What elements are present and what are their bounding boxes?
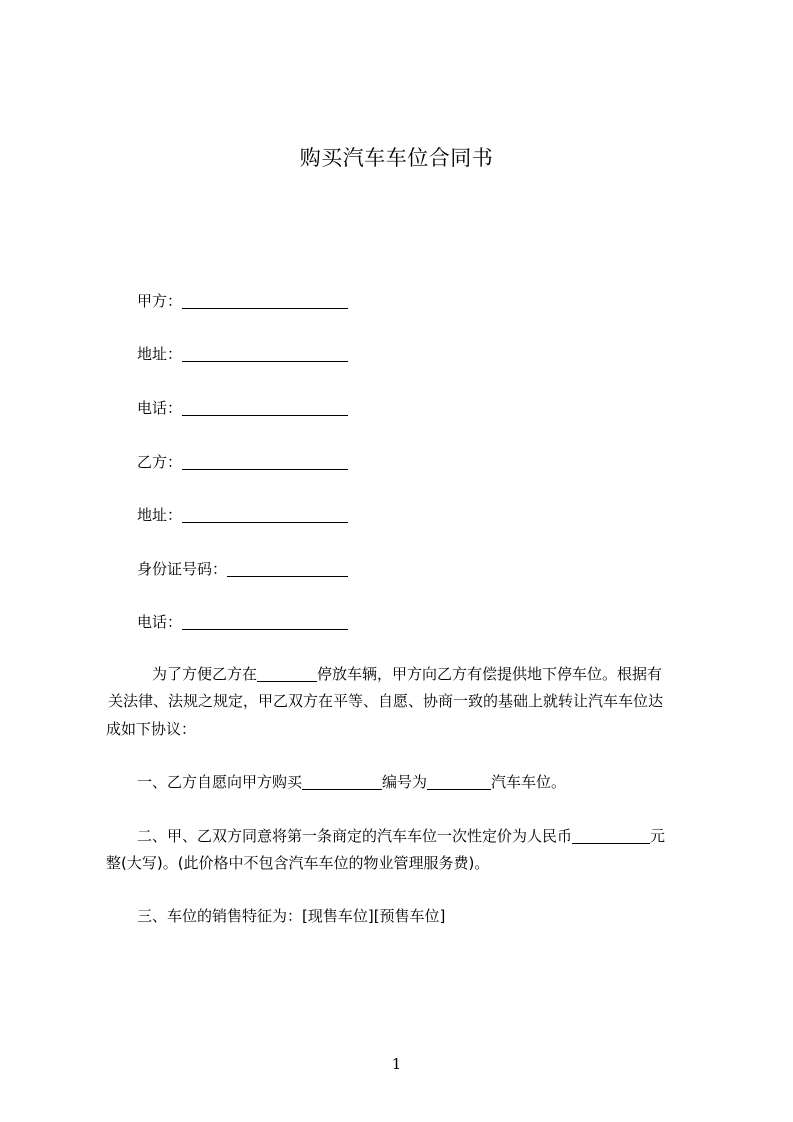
preamble-line-1: [152, 663, 662, 685]
id-number-field: [137, 558, 348, 580]
preamble-line-3: 成如下协议：: [106, 720, 197, 738]
phone-b-blank[interactable]: [182, 613, 348, 630]
preamble-text-1: 为了方便乙方在: [152, 665, 258, 683]
clause-3: 三、车位的销售特征为：[现售车位][预售车位]: [137, 907, 446, 925]
price-blank[interactable]: [572, 827, 650, 844]
party-b-blank[interactable]: [182, 453, 348, 470]
document-title: 购买汽车车位合同书: [299, 146, 494, 170]
clause-2-line-1: [137, 825, 665, 847]
address-b-blank[interactable]: [182, 506, 348, 523]
party-a-label: 甲方：: [137, 292, 183, 310]
phone-b-label: 电话：: [137, 613, 183, 631]
clause-2-line-2: 整(大写)。(此价格中不包含汽车车位的物业管理服务费)。: [106, 854, 490, 872]
address-a-label: 地址：: [137, 345, 183, 363]
clause-1-text-1: 一、乙方自愿向甲方购买: [137, 773, 303, 791]
party-a-blank[interactable]: [182, 292, 348, 309]
space-number-blank[interactable]: [427, 773, 491, 790]
phone-a-blank[interactable]: [182, 399, 348, 416]
parking-location-blank[interactable]: [257, 665, 317, 682]
address-a-field: [137, 343, 348, 365]
phone-a-field: [137, 397, 348, 419]
address-a-blank[interactable]: [182, 345, 348, 362]
id-number-blank[interactable]: [227, 560, 348, 577]
clause-2-text-2: 元: [650, 827, 666, 845]
clause-1-text-3: 汽车车位。: [491, 773, 567, 791]
phone-b-field: [137, 611, 348, 633]
clause-1-text-2: 编号为: [382, 773, 428, 791]
id-number-label: 身份证号码：: [137, 560, 228, 578]
page-number: 1: [391, 1055, 402, 1073]
preamble-line-2: 关法律、法规之规定，甲乙双方在平等、自愿、协商一致的基础上就转让汽车车位达: [108, 692, 664, 710]
party-b-field: [137, 451, 348, 473]
address-b-field: [137, 504, 348, 526]
party-a-field: [137, 290, 348, 312]
clause-1: [137, 771, 566, 793]
purchase-blank[interactable]: [302, 773, 382, 790]
preamble-text-2: 停放车辆，甲方向乙方有偿提供地下停车位。根据有: [317, 665, 663, 683]
party-b-label: 乙方：: [137, 453, 183, 471]
address-b-label: 地址：: [137, 506, 183, 524]
phone-a-label: 电话：: [137, 399, 183, 417]
clause-2-text-1: 二、甲、乙双方同意将第一条商定的汽车车位一次性定价为人民币: [137, 827, 573, 845]
